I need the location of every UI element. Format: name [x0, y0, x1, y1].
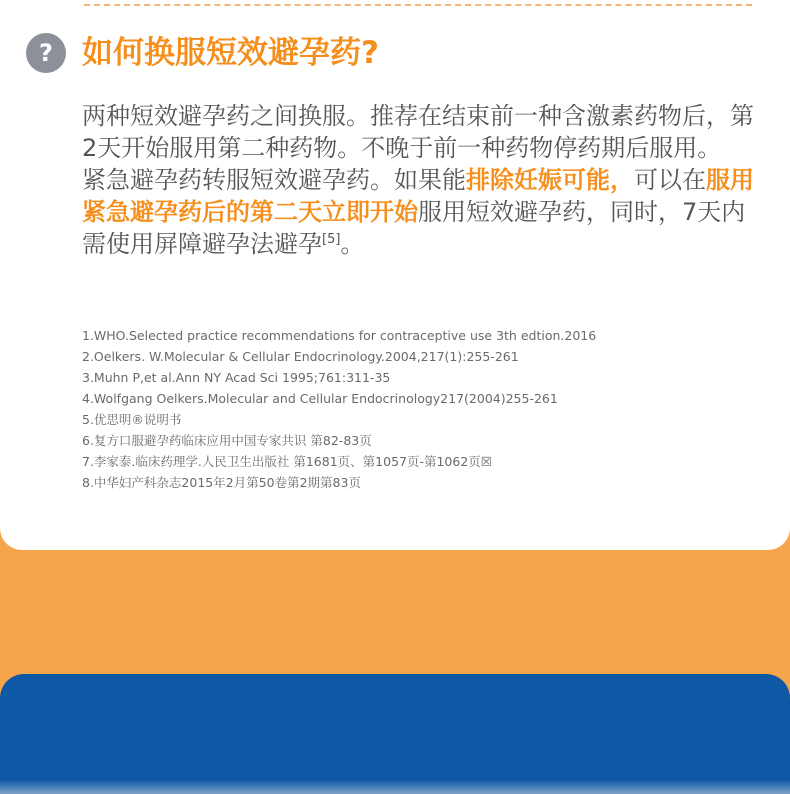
reference-item: 7.李家泰.临床药理学.人民卫生出版社 第1681页、第1057页-第1062页☒: [82, 454, 492, 469]
footer-blue-panel: [0, 674, 790, 794]
paragraph-switch-pills: 两种短效避孕药之间换服。推荐在结束前一种含激素药物后，第2天开始服用第二种药物。不晚于前一种药物停药期后服用。: [82, 102, 754, 162]
reference-list: [82, 325, 762, 493]
text-segment: 。: [340, 230, 365, 258]
reference-item: 2.Oelkers. W.Molecular & Cellular Endocrinology.2004,217(1):255-261: [82, 349, 519, 364]
text-segment: 可以在: [634, 166, 706, 194]
reference-item: 4.Wolfgang Oelkers.Molecular and Cellular Endocrinology217(2004)255-261: [82, 391, 558, 406]
section-title: 如何换服短效避孕药?: [82, 35, 379, 71]
body-text: [82, 100, 762, 260]
reference-item: 1.WHO.Selected practice recommendations for contraceptive use 3th edtion.2016: [82, 328, 597, 343]
reference-item: 5.优思明®说明书: [82, 412, 182, 427]
question-icon: ?: [26, 33, 66, 73]
text-segment: 服用短效避孕药，同时，7天内需使用屏障避孕法避孕: [82, 198, 746, 258]
reference-item: 8.中华妇产科杂志2015年2月第50卷第2期第83页: [82, 475, 361, 490]
highlight-exclude-pregnancy: 排除妊娠可能，: [466, 166, 634, 194]
reference-item: 6.复方口服避孕药临床应用中国专家共识 第82-83页: [82, 433, 372, 448]
footer-shade: [0, 780, 790, 794]
citation-marker: [5]: [322, 232, 341, 247]
reference-item: 3.Muhn P,et al.Ann NY Acad Sci 1995;761:311-35: [82, 370, 391, 385]
dashed-divider: [84, 4, 752, 6]
paragraph-emergency-switch: [82, 164, 762, 260]
text-segment: 紧急避孕药转服短效避孕药。如果能: [82, 166, 466, 194]
highlight-start-next-day: 服用紧急避孕药后的第二天立即开始: [82, 166, 754, 226]
